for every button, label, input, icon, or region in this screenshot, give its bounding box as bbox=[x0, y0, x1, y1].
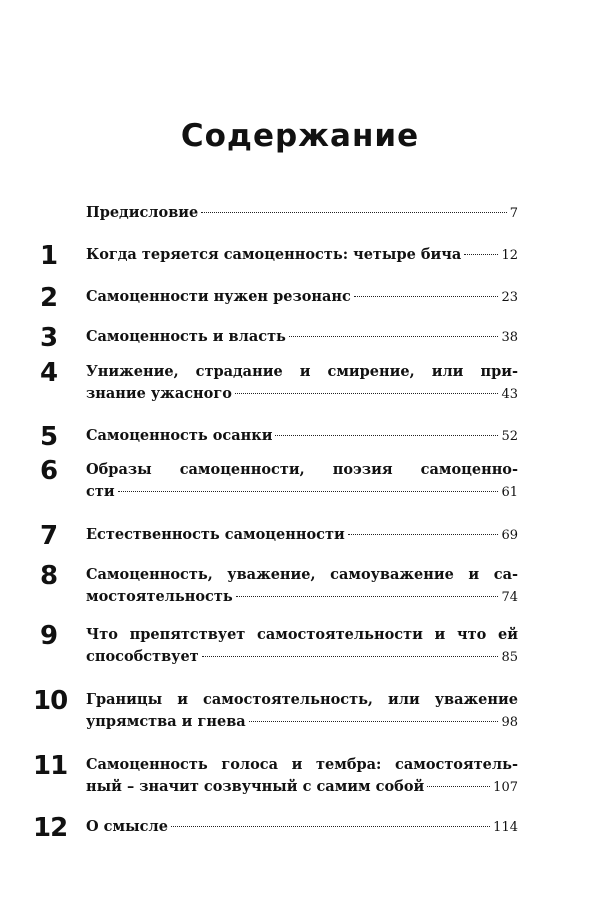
dot-leader bbox=[118, 491, 499, 492]
page-number: 52 bbox=[501, 429, 518, 444]
chapter-title-line: Предисловие bbox=[86, 204, 199, 221]
dot-leader bbox=[249, 721, 499, 722]
chapter-number: 8 bbox=[40, 561, 59, 591]
chapter-title bbox=[86, 816, 518, 839]
chapter-title-last-line bbox=[86, 244, 518, 267]
page-number: 43 bbox=[501, 387, 518, 402]
page-number: 61 bbox=[501, 485, 518, 500]
chapter-number: 2 bbox=[40, 283, 59, 313]
chapter-title bbox=[86, 244, 518, 267]
chapter-title-last-line bbox=[86, 816, 518, 839]
dot-leader bbox=[348, 534, 499, 535]
chapter-title-last-line bbox=[86, 425, 518, 448]
chapter-number: 9 bbox=[40, 621, 59, 651]
chapter-title bbox=[86, 361, 518, 406]
chapter-title-line: Самоценность голоса и тембра: самостоятель- bbox=[86, 756, 518, 773]
page-number: 114 bbox=[493, 820, 518, 835]
chapter-title-last-line bbox=[86, 481, 518, 504]
chapter-title-line: ный – значит созвучный с самим собой bbox=[86, 778, 425, 795]
chapter-title-line: упрямства и гнева bbox=[86, 713, 246, 730]
chapter-title-line: Образы самоценности, поэзия самоценно- bbox=[86, 461, 518, 478]
chapter-title bbox=[86, 754, 518, 799]
chapter-title-line: Самоценность осанки bbox=[86, 427, 273, 444]
chapter-title-last-line bbox=[86, 776, 518, 799]
page-number: 12 bbox=[501, 248, 518, 263]
chapter-title-last-line bbox=[86, 202, 518, 225]
dot-leader bbox=[275, 435, 498, 436]
page-number: 74 bbox=[501, 590, 518, 605]
page-number: 85 bbox=[501, 650, 518, 665]
chapter-number: 1 bbox=[40, 241, 59, 271]
chapter-title-line: Что препятствует самостоятельности и что ей bbox=[86, 626, 518, 643]
chapter-title-line: Границы и самостоятельность, или уважение bbox=[86, 691, 518, 708]
dot-leader bbox=[427, 786, 490, 787]
dot-leader bbox=[289, 336, 499, 337]
chapter-title bbox=[86, 459, 518, 504]
chapter-number: 11 bbox=[33, 751, 68, 781]
chapter-title-line: Когда теряется самоценность: четыре бича bbox=[86, 246, 462, 263]
dot-leader bbox=[464, 254, 498, 255]
chapter-title bbox=[86, 689, 518, 734]
chapter-number: 12 bbox=[33, 813, 68, 843]
chapter-title bbox=[86, 202, 518, 225]
dot-leader bbox=[202, 656, 499, 657]
chapter-title-line: мостоятельность bbox=[86, 588, 233, 605]
dot-leader bbox=[236, 596, 499, 597]
chapter-title-line: О смысле bbox=[86, 818, 168, 835]
chapter-title-last-line bbox=[86, 383, 518, 406]
page-number: 107 bbox=[493, 780, 518, 795]
chapter-title-last-line bbox=[86, 524, 518, 547]
chapter-title bbox=[86, 524, 518, 547]
chapter-title bbox=[86, 624, 518, 669]
page-title: Содержание bbox=[180, 118, 420, 154]
chapter-title-line: Самоценности нужен резонанс bbox=[86, 288, 351, 305]
chapter-title-line: сти bbox=[86, 483, 115, 500]
chapter-title bbox=[86, 564, 518, 609]
chapter-title-last-line bbox=[86, 586, 518, 609]
chapter-number: 5 bbox=[40, 422, 59, 452]
page-number: 69 bbox=[501, 528, 518, 543]
dot-leader bbox=[235, 393, 499, 394]
chapter-title-line: Унижение, страдание и смирение, или при- bbox=[86, 363, 518, 380]
chapter-number: 10 bbox=[33, 686, 68, 716]
chapter-title bbox=[86, 425, 518, 448]
chapter-title-line: Естественность самоценности bbox=[86, 526, 345, 543]
chapter-title-line: Самоценность и власть bbox=[86, 328, 286, 345]
chapter-title-last-line bbox=[86, 326, 518, 349]
page-number: 7 bbox=[509, 206, 518, 221]
chapter-title-line: способствует bbox=[86, 648, 199, 665]
page-number: 98 bbox=[501, 715, 518, 730]
chapter-number: 7 bbox=[40, 521, 59, 551]
chapter-title-last-line bbox=[86, 646, 518, 669]
chapter-title-last-line bbox=[86, 286, 518, 309]
chapter-title-last-line bbox=[86, 711, 518, 734]
chapter-title-line: знание ужасного bbox=[86, 385, 232, 402]
chapter-title-line: Самоценность, уважение, самоуважение и са- bbox=[86, 566, 518, 583]
dot-leader bbox=[171, 826, 490, 827]
chapter-number: 3 bbox=[40, 323, 59, 353]
chapter-number: 6 bbox=[40, 456, 59, 486]
page-number: 38 bbox=[501, 330, 518, 345]
chapter-title bbox=[86, 286, 518, 309]
dot-leader bbox=[354, 296, 499, 297]
chapter-title bbox=[86, 326, 518, 349]
dot-leader bbox=[201, 212, 506, 213]
chapter-number: 4 bbox=[40, 358, 59, 388]
page-number: 23 bbox=[501, 290, 518, 305]
